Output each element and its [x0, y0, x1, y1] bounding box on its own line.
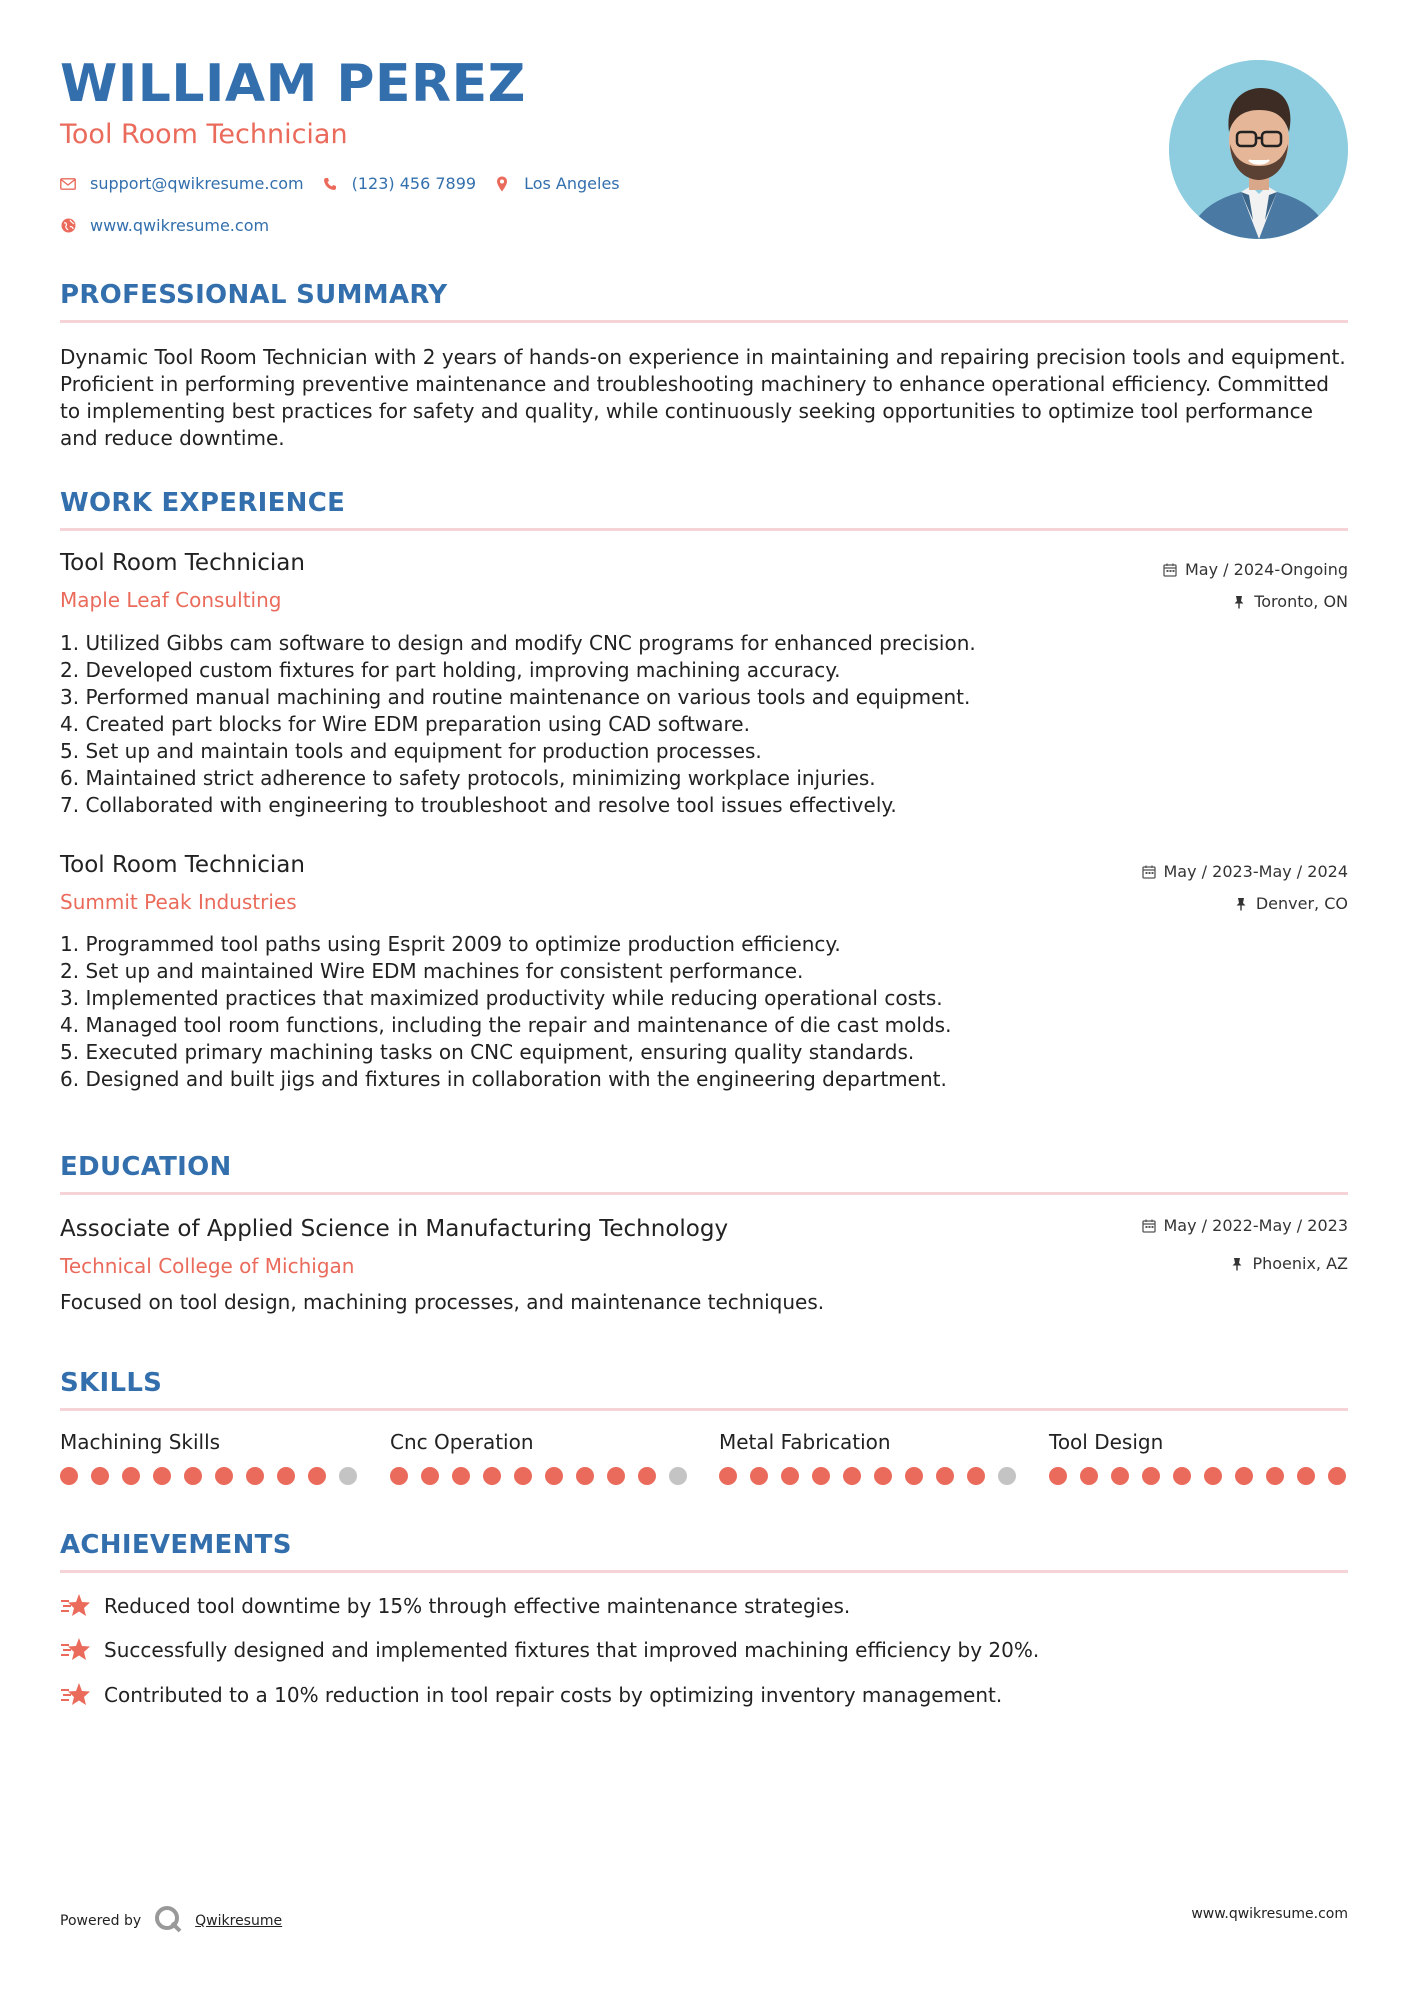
- achievement-text: Successfully designed and implemented fixtures that improved machining efficiency by 20%.: [104, 1638, 1040, 1662]
- achievements-divider: [60, 1570, 1348, 1573]
- job-location-text: Denver, CO: [1255, 894, 1348, 913]
- star-icon: [60, 1592, 92, 1620]
- achievement-item: [60, 1636, 1039, 1664]
- email-icon: [60, 176, 76, 192]
- skills-divider: [60, 1408, 1348, 1411]
- job-location: [1234, 894, 1348, 913]
- rating-dot-filled: [905, 1467, 923, 1485]
- candidate-name: WILLIAM PEREZ: [60, 54, 526, 114]
- achievement-item: [60, 1592, 850, 1620]
- achievements-heading: ACHIEVEMENTS: [60, 1530, 292, 1560]
- summary-text: Dynamic Tool Room Technician with 2 years of hands-on experience in maintaining and repairing precision tools and equipment. Proficient in performing preventive maintenance and troubleshooting machinery to enhance operational efficiency. Committed to implementing best practices for safety and quality, while continuously seeking opportunities to optimize tool performance and reduce downtime.: [60, 345, 1346, 450]
- footer-website[interactable]: www.qwikresume.com: [1191, 1906, 1348, 1922]
- rating-dot-empty: [339, 1467, 357, 1485]
- skill-rating: [1049, 1467, 1349, 1485]
- rating-dot-filled: [91, 1467, 109, 1485]
- rating-dot-filled: [277, 1467, 295, 1485]
- rating-dot-filled: [184, 1467, 202, 1485]
- list-item: 1. Programmed tool paths using Esprit 2009 to optimize production efficiency.: [60, 932, 841, 956]
- list-item: 6. Designed and built jigs and fixtures in collaboration with the engineering department.: [60, 1067, 947, 1091]
- list-item: 6. Maintained strict adherence to safety protocols, minimizing workplace injuries.: [60, 766, 876, 790]
- rating-dot-filled: [750, 1467, 768, 1485]
- rating-dot-filled: [452, 1467, 470, 1485]
- qwikresume-brand-link[interactable]: Qwikresume: [195, 1913, 283, 1929]
- rating-dot-filled: [1142, 1467, 1160, 1485]
- star-icon: [60, 1636, 92, 1664]
- website-row: [60, 216, 269, 235]
- list-item: 3. Implemented practices that maximized productivity while reducing operational costs.: [60, 986, 943, 1010]
- rating-dot-filled: [1173, 1467, 1191, 1485]
- education-location-text: Phoenix, AZ: [1252, 1254, 1348, 1273]
- job-title: Tool Room Technician: [60, 550, 305, 576]
- skill-name: Tool Design: [1049, 1430, 1164, 1454]
- contact-row: [60, 174, 620, 193]
- education-location: [1230, 1254, 1348, 1273]
- rating-dot-filled: [781, 1467, 799, 1485]
- calendar-icon: [1163, 563, 1177, 577]
- skill-name: Machining Skills: [60, 1430, 221, 1454]
- rating-dot-filled: [812, 1467, 830, 1485]
- email-link[interactable]: support@qwikresume.com: [90, 174, 304, 193]
- job-date-text: May / 2024-Ongoing: [1185, 560, 1348, 579]
- pushpin-icon: [1232, 595, 1246, 609]
- rating-dot-filled: [1080, 1467, 1098, 1485]
- education-description: Focused on tool design, machining processes, and maintenance techniques.: [60, 1290, 825, 1314]
- star-icon: [60, 1681, 92, 1709]
- rating-dot-filled: [122, 1467, 140, 1485]
- powered-by-label: Powered by: [60, 1913, 142, 1929]
- rating-dot-filled: [153, 1467, 171, 1485]
- education-divider: [60, 1192, 1348, 1195]
- achievement-text: Reduced tool downtime by 15% through effective maintenance strategies.: [104, 1594, 851, 1618]
- list-item: 4. Created part blocks for Wire EDM preparation using CAD software.: [60, 712, 750, 736]
- rating-dot-filled: [576, 1467, 594, 1485]
- education-date-text: May / 2022-May / 2023: [1163, 1216, 1348, 1235]
- rating-dot-empty: [998, 1467, 1016, 1485]
- pushpin-icon: [1230, 1257, 1244, 1271]
- skill-item: [390, 1430, 690, 1485]
- globe-icon: [60, 218, 76, 234]
- job-company: Summit Peak Industries: [60, 890, 297, 914]
- list-item: 5. Set up and maintain tools and equipment for production processes.: [60, 739, 762, 763]
- rating-dot-filled: [1297, 1467, 1315, 1485]
- rating-dot-filled: [874, 1467, 892, 1485]
- job-title: Tool Room Technician: [60, 852, 305, 878]
- list-item: 2. Set up and maintained Wire EDM machines for consistent performance.: [60, 959, 804, 983]
- phone-icon: [322, 176, 338, 192]
- rating-dot-filled: [483, 1467, 501, 1485]
- rating-dot-filled: [967, 1467, 985, 1485]
- footer-powered-by: [60, 1904, 282, 1938]
- skill-name: Metal Fabrication: [719, 1430, 891, 1454]
- list-item: 7. Collaborated with engineering to troubleshoot and resolve tool issues effectively.: [60, 793, 897, 817]
- achievement-text: Contributed to a 10% reduction in tool repair costs by optimizing inventory management.: [104, 1683, 1003, 1707]
- rating-dot-filled: [421, 1467, 439, 1485]
- rating-dot-filled: [843, 1467, 861, 1485]
- education-heading: EDUCATION: [60, 1152, 232, 1182]
- job-responsibilities: [60, 630, 1260, 819]
- skill-rating: [390, 1467, 690, 1485]
- rating-dot-filled: [1328, 1467, 1346, 1485]
- list-item: 4. Managed tool room functions, including the repair and maintenance of die cast molds.: [60, 1013, 952, 1037]
- job-location: [1232, 592, 1348, 611]
- rating-dot-filled: [545, 1467, 563, 1485]
- rating-dot-empty: [669, 1467, 687, 1485]
- rating-dot-filled: [607, 1467, 625, 1485]
- location-pin-icon: [494, 176, 510, 192]
- summary-divider: [60, 320, 1348, 323]
- rating-dot-filled: [719, 1467, 737, 1485]
- rating-dot-filled: [390, 1467, 408, 1485]
- list-item: 2. Developed custom fixtures for part holding, improving machining accuracy.: [60, 658, 841, 682]
- summary-heading: PROFESSIONAL SUMMARY: [60, 280, 448, 310]
- skill-name: Cnc Operation: [390, 1430, 534, 1454]
- rating-dot-filled: [1111, 1467, 1129, 1485]
- rating-dot-filled: [1049, 1467, 1067, 1485]
- profile-photo: [1169, 60, 1348, 239]
- rating-dot-filled: [638, 1467, 656, 1485]
- location-text: Los Angeles: [524, 174, 620, 193]
- education-date: [1142, 1216, 1349, 1235]
- list-item: 3. Performed manual machining and routine maintenance on various tools and equipment.: [60, 685, 971, 709]
- skills-heading: SKILLS: [60, 1368, 163, 1398]
- skill-rating: [60, 1467, 360, 1485]
- job-date: [1142, 862, 1349, 881]
- school-name: Technical College of Michigan: [60, 1254, 355, 1278]
- candidate-role: Tool Room Technician: [60, 119, 348, 150]
- skill-rating: [719, 1467, 1019, 1485]
- rating-dot-filled: [514, 1467, 532, 1485]
- job-location-text: Toronto, ON: [1254, 592, 1348, 611]
- job-date-text: May / 2023-May / 2024: [1163, 862, 1348, 881]
- list-item: 1. Utilized Gibbs cam software to design and modify CNC programs for enhanced precision.: [60, 631, 976, 655]
- rating-dot-filled: [215, 1467, 233, 1485]
- experience-divider: [60, 528, 1348, 531]
- job-date: [1163, 560, 1348, 579]
- qwikresume-logo-icon: [153, 1904, 183, 1938]
- degree-title: Associate of Applied Science in Manufacturing Technology: [60, 1216, 729, 1242]
- phone-number[interactable]: (123) 456 7899: [351, 174, 477, 193]
- pushpin-icon: [1234, 897, 1248, 911]
- rating-dot-filled: [308, 1467, 326, 1485]
- rating-dot-filled: [60, 1467, 78, 1485]
- rating-dot-filled: [1235, 1467, 1253, 1485]
- rating-dot-filled: [936, 1467, 954, 1485]
- rating-dot-filled: [246, 1467, 264, 1485]
- calendar-icon: [1142, 1219, 1156, 1233]
- achievement-item: [60, 1681, 1002, 1709]
- skill-item: [60, 1430, 360, 1485]
- job-responsibilities: [60, 931, 1260, 1093]
- rating-dot-filled: [1266, 1467, 1284, 1485]
- list-item: 5. Executed primary machining tasks on CNC equipment, ensuring quality standards.: [60, 1040, 915, 1064]
- skill-item: [1049, 1430, 1349, 1485]
- job-company: Maple Leaf Consulting: [60, 588, 282, 612]
- rating-dot-filled: [1204, 1467, 1222, 1485]
- skill-item: [719, 1430, 1019, 1485]
- experience-heading: WORK EXPERIENCE: [60, 488, 346, 518]
- website-link[interactable]: www.qwikresume.com: [90, 216, 270, 235]
- calendar-icon: [1142, 865, 1156, 879]
